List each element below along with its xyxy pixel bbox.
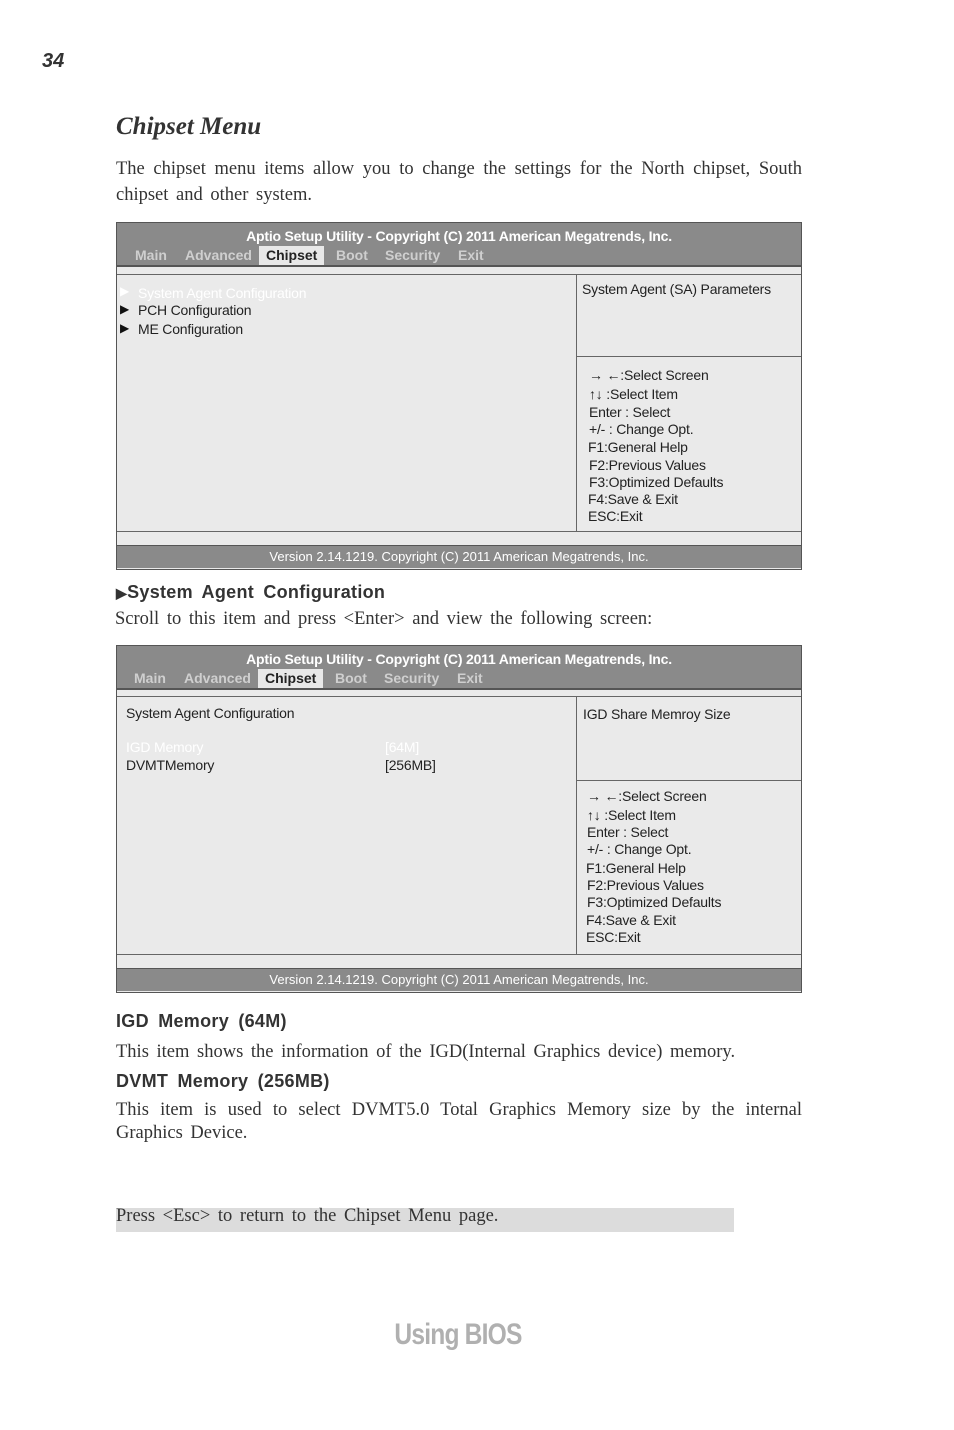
submenu-arrow-icon: ▶: [120, 302, 130, 316]
submenu-arrow-icon: ▶: [116, 585, 128, 601]
item-description: System Agent (SA) Parameters: [582, 281, 771, 297]
submenu-arrow-icon: ▶: [120, 321, 130, 335]
tab-main[interactable]: Main: [135, 247, 167, 263]
key-help-f3: F3:Optimized Defaults: [587, 894, 722, 910]
key-help-change-opt: +/- : Change Opt.: [587, 841, 692, 857]
key-help-f2: F2:Previous Values: [587, 877, 704, 893]
key-help-esc: ESC:Exit: [586, 929, 641, 945]
intro-paragraph: The chipset menu items allow you to change the settings for the North chipset, South chipset and other system.: [116, 159, 802, 205]
tab-advanced[interactable]: Advanced: [184, 670, 251, 686]
help-divider: [577, 780, 801, 781]
item-description: IGD Share Memroy Size: [583, 706, 731, 722]
key-help-change-opt: +/- : Change Opt.: [589, 421, 694, 437]
key-help-f4: F4:Save & Exit: [588, 491, 678, 507]
tab-exit[interactable]: Exit: [457, 670, 483, 686]
key-help-f1: F1:General Help: [588, 439, 688, 455]
setting-dvmt-memory-value[interactable]: [256MB]: [385, 757, 436, 773]
bios-footer: Version 2.14.1219. Copyright (C) 2011 American Megatrends, Inc.: [117, 968, 801, 991]
section-label: System Agent Configuration: [126, 705, 295, 721]
key-help-f1: F1:General Help: [586, 860, 686, 876]
igd-heading: IGD Memory (64M): [116, 1011, 287, 1031]
key-help-select-item: ↑↓ :Select Item: [587, 807, 676, 823]
tab-chipset[interactable]: Chipset: [259, 246, 324, 265]
note-text: Press <Esc> to return to the Chipset Menu page.: [116, 1206, 499, 1226]
tab-boot[interactable]: Boot: [336, 247, 368, 263]
bios-help-pane: [577, 696, 801, 955]
submenu-arrow-icon: ▶: [120, 284, 130, 298]
key-help-select-item: ↑↓ :Select Item: [589, 386, 678, 402]
menu-item-pch[interactable]: PCH Configuration: [138, 302, 252, 318]
tab-security[interactable]: Security: [385, 247, 441, 263]
key-help-enter: Enter : Select: [589, 404, 671, 420]
sac-paragraph: Scroll to this item and press <Enter> and view the following screen:: [115, 609, 653, 629]
bios-footer: Version 2.14.1219. Copyright (C) 2011 American Megatrends, Inc.: [117, 545, 801, 568]
key-help-f3: F3:Optimized Defaults: [589, 474, 724, 490]
bios-screen-system-agent: [116, 645, 802, 993]
bios-header: [117, 223, 801, 267]
bios-title: Aptio Setup Utility - Copyright (C) 2011 American Megatrends, Inc.: [246, 651, 672, 667]
page-number: 34: [42, 50, 65, 72]
key-help-enter: Enter : Select: [587, 824, 669, 840]
setting-dvmt-memory-label[interactable]: DVMTMemory: [126, 757, 215, 773]
dvmt-heading: DVMT Memory (256MB): [116, 1071, 330, 1091]
bios-header: [117, 646, 801, 690]
section-title: Chipset Menu: [116, 113, 262, 140]
bios-menu-pane: [117, 696, 577, 955]
setting-igd-memory-label[interactable]: IGD Memory: [126, 739, 204, 755]
bios-menu-pane: [117, 274, 577, 532]
bios-title: Aptio Setup Utility - Copyright (C) 2011 American Megatrends, Inc.: [246, 228, 672, 244]
key-help-select-screen: → ←:Select Screen: [587, 788, 707, 804]
menu-item-system-agent[interactable]: System Agent Configuration: [138, 285, 307, 301]
tab-boot[interactable]: Boot: [335, 670, 367, 686]
tab-exit[interactable]: Exit: [458, 247, 484, 263]
bios-screen-chipset: [116, 222, 802, 570]
menu-item-me[interactable]: ME Configuration: [138, 321, 243, 337]
sac-heading: [116, 582, 385, 603]
chapter-footer-title: Using BIOS: [394, 1318, 522, 1351]
tab-main[interactable]: Main: [134, 670, 166, 686]
dvmt-paragraph: This item is used to select DVMT5.0 Total Graphics Memory size by the internal Graphics Device.: [116, 1100, 802, 1143]
tab-chipset[interactable]: Chipset: [258, 669, 323, 688]
key-help-f4: F4:Save & Exit: [586, 912, 676, 928]
bios-help-pane: [577, 274, 801, 532]
sac-heading-text: System Agent Configuration: [127, 582, 386, 602]
setting-igd-memory-value[interactable]: [64M]: [385, 739, 420, 755]
key-help-f2: F2:Previous Values: [589, 457, 706, 473]
help-divider: [577, 356, 801, 357]
igd-paragraph: This item shows the information of the IGD(Internal Graphics device) memory.: [116, 1042, 736, 1062]
tab-security[interactable]: Security: [384, 670, 440, 686]
key-help-select-screen: → ←:Select Screen: [589, 367, 709, 383]
key-help-esc: ESC:Exit: [588, 508, 643, 524]
tab-advanced[interactable]: Advanced: [185, 247, 252, 263]
